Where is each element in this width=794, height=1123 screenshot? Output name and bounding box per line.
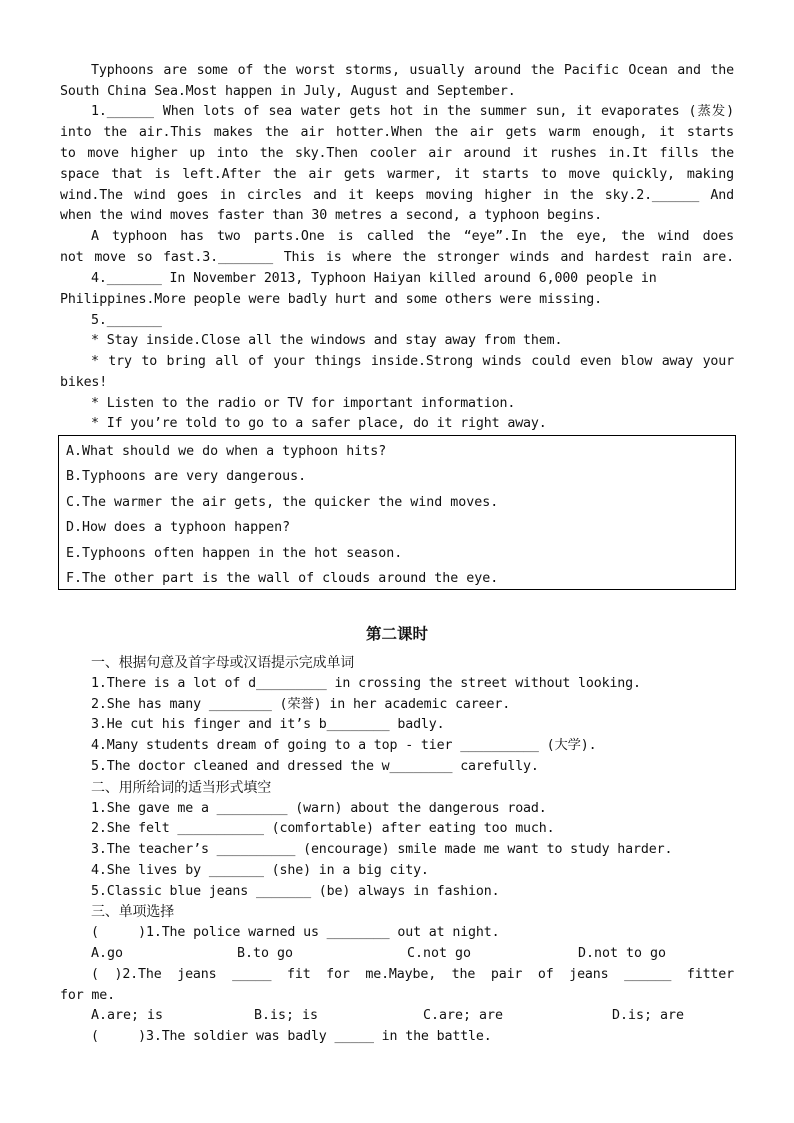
- passage-line: 1.______ When lots of sea water gets hot in the summer sun, it evaporates (蒸发): [91, 104, 734, 119]
- choice-c: C.not go: [407, 946, 472, 961]
- exercise-item: 2.She felt ___________ (comfortable) after eating too much.: [91, 821, 555, 836]
- section-heading: 二、用所给词的适当形式填空: [91, 780, 272, 796]
- exercise-item: 5.Classic blue jeans _______ (be) always in fashion.: [91, 884, 500, 899]
- options-box: [58, 435, 736, 590]
- choice-b: B.to go: [237, 946, 294, 961]
- passage-line: * try to bring all of your things inside.Strong winds could even blow away your: [91, 354, 734, 369]
- passage-line: Typhoons are some of the worst storms, usually around the Pacific Ocean and the: [91, 63, 734, 78]
- exercise-item: 5.The doctor cleaned and dressed the w________ carefully.: [91, 759, 539, 774]
- option-d: D.How does a typhoon happen?: [66, 520, 291, 535]
- choice-a: A.go: [91, 946, 124, 961]
- exercise-item: 3.He cut his finger and it’s b________ badly.: [91, 717, 445, 732]
- option-f: F.The other part is the wall of clouds around the eye.: [66, 571, 499, 586]
- exercise-item: 4.Many students dream of going to a top - tier __________ (大学).: [91, 738, 597, 753]
- passage-line: * Listen to the radio or TV for important information.: [91, 396, 516, 411]
- passage-line: Philippines.More people were badly hurt and some others were missing.: [60, 292, 603, 307]
- exercise-item: 4.She lives by _______ (she) in a big city.: [91, 863, 429, 878]
- passage-line: * If you’re told to go to a safer place, do it right away.: [91, 416, 547, 431]
- passage-line: 4._______ In November 2013, Typhoon Haiyan killed around 6,000 people in: [91, 271, 657, 286]
- exercise-item: 1.She gave me a _________ (warn) about the dangerous road.: [91, 801, 547, 816]
- exercise-item: 1.There is a lot of d_________ in crossing the street without looking.: [91, 676, 641, 691]
- passage-line: wind.The wind goes in circles and it keeps moving higher in the sky.2.______ And: [60, 188, 734, 203]
- exercise-item: 2.She has many ________ (荣誉) in her academic career.: [91, 697, 511, 712]
- exercise-item: 3.The teacher’s __________ (encourage) smile made me want to study harder.: [91, 842, 673, 857]
- passage-line: space that is left.After the air gets warmer, it starts to move quickly, making: [60, 167, 734, 182]
- choice-c: C.are; are: [423, 1008, 504, 1023]
- section-heading: 三、单项选择: [91, 904, 175, 920]
- question-stem: ( )3.The soldier was badly _____ in the battle.: [91, 1029, 492, 1044]
- passage-line: when the wind moves faster than 30 metres a second, a typhoon begins.: [60, 208, 603, 223]
- choice-d: D.not to go: [578, 946, 667, 961]
- passage-line: A typhoon has two parts.One is called the “eye”.In the eye, the wind does: [91, 229, 734, 244]
- passage-line: not move so fast.3._______ This is where the stronger winds and hardest rain are.: [60, 250, 734, 265]
- passage-line: bikes!: [60, 375, 108, 390]
- choice-d: D.is; are: [612, 1008, 685, 1023]
- option-b: B.Typhoons are very dangerous.: [66, 469, 307, 484]
- passage-line: 5._______: [91, 313, 162, 328]
- passage-line: South China Sea.Most happen in July, August and September.: [60, 84, 516, 99]
- choice-a: A.are; is: [91, 1008, 164, 1023]
- passage-line: to move higher up into the sky.Then cooler air around it rushes in.It fills the: [60, 146, 734, 161]
- choice-b: B.is; is: [254, 1008, 319, 1023]
- option-a: A.What should we do when a typhoon hits?: [66, 444, 387, 459]
- question-stem: ( )1.The police warned us ________ out at night.: [91, 925, 500, 940]
- passage-line: * Stay inside.Close all the windows and stay away from them.: [91, 333, 563, 348]
- lesson-title: 第二课时: [365, 625, 428, 643]
- question-stem: ( )2.The jeans _____ fit for me.Maybe, the pair of jeans ______ fitter: [91, 967, 734, 982]
- question-stem: for me.: [60, 988, 115, 1003]
- option-e: E.Typhoons often happen in the hot season.: [66, 546, 403, 561]
- option-c: C.The warmer the air gets, the quicker the wind moves.: [66, 495, 499, 510]
- passage-line: into the air.This makes the air hotter.When the air gets warm enough, it starts: [60, 125, 734, 140]
- section-heading: 一、根据句意及首字母或汉语提示完成单词: [91, 655, 355, 671]
